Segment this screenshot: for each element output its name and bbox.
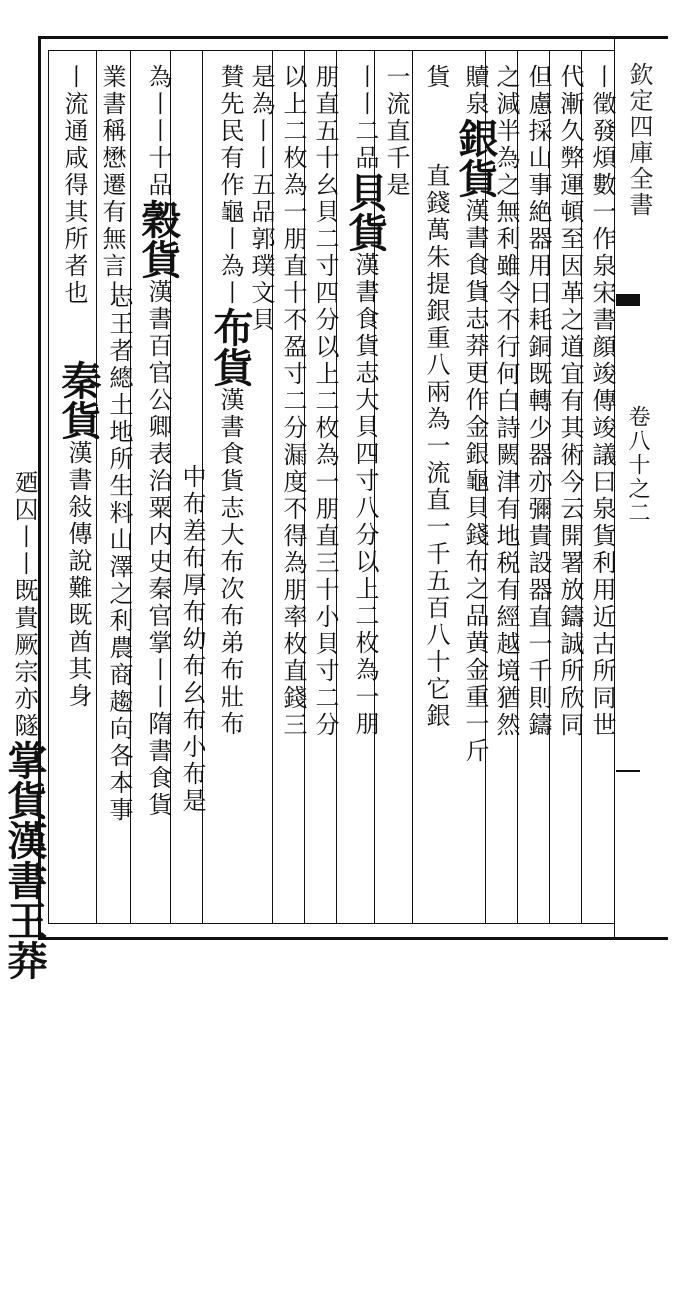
column-text: 業書稱懋遷有無言丨 <box>98 64 126 307</box>
text-column-14 <box>135 64 182 914</box>
column-text: 漢書食貨志大貝四寸八分以上二枚為一朋 <box>351 252 379 738</box>
text-column-18 <box>55 360 102 920</box>
column-text: 但慮採山事絶器用日耗銅既轉少器亦彌貴設器直一千則鑄 <box>524 64 552 739</box>
column-text: 中布差布厚布幼布幺布小布是 <box>178 464 206 815</box>
column-text: 賛先民有作龜丨為丨 <box>216 64 244 307</box>
heading-shell-currency: 貝貨 <box>342 172 389 252</box>
column-text: 以上二枚為一朋直十不盈寸二分漏度不得為朋率枚直錢三 <box>279 64 307 739</box>
column-text: 之減半為之無利雖令不行何白詩闕津有地税有經越境猶然 <box>492 64 520 739</box>
column-text: 志王者總土地所生料山澤之利農商趨向各本事 <box>105 284 133 824</box>
column-text: 贖泉 <box>461 64 489 118</box>
heading-palm-currency: 掌貨漢書王莽 <box>1 740 48 980</box>
column-text: 一流直千是 <box>382 64 410 199</box>
margin-volume: 卷八十之二 <box>625 405 650 525</box>
text-column-10 <box>277 64 309 914</box>
text-column-5 <box>452 64 499 914</box>
text-column-8 <box>342 64 389 914</box>
column-text: 漢書食貨志大布次布弟布壯布 <box>216 387 244 738</box>
text-column-9 <box>309 64 341 914</box>
text-column-12 <box>207 64 254 914</box>
heading-grain-currency: 穀貨 <box>135 199 182 279</box>
heading-qin-currency: 秦貨 <box>55 360 102 440</box>
column-text: 丨徵發煩數一作泉宋書顔竣傳竣議曰泉貨利用近古所同世 <box>588 64 616 739</box>
column-text: 丨丨二品 <box>351 64 379 172</box>
column-text: 廼囚丨丨既貴厥宗亦隧 <box>10 470 38 740</box>
column-text: 貨 <box>422 64 450 91</box>
text-column-16 <box>96 64 128 307</box>
text-column-1 <box>586 64 618 914</box>
fishtail-line <box>616 770 640 772</box>
column-text: 為丨丨十品 <box>144 64 172 199</box>
column-text: 朋直五十幺貝二寸四分以上二枚為一朋直三十小貝寸二分 <box>311 64 339 739</box>
column-text: 是為丨丨五品郭璞文貝 <box>247 64 275 334</box>
column-text: 漢書敍傳說難既酋其身 <box>64 440 92 710</box>
text-column-19 <box>1 470 48 980</box>
text-column-3 <box>522 64 554 914</box>
column-text: 丨流通咸得其所者也 <box>60 64 88 307</box>
text-column-13 <box>176 464 208 1314</box>
column-text: 直錢萬朱提銀重八兩為一流直一千五百八十它銀 <box>422 163 450 730</box>
column-rule <box>412 50 413 924</box>
heading-silver-currency: 銀貨 <box>452 118 499 198</box>
text-column-2 <box>554 64 586 914</box>
text-column-15 <box>103 284 135 1134</box>
column-text: 漢書食貨志莽更作金銀龜貝錢布之品黄金重一斤 <box>461 198 489 765</box>
text-column-6 <box>420 64 452 914</box>
column-text: 代漸久弊運頓至因革之道宜有其術今云開署放鑄誠所欣同 <box>556 64 584 739</box>
fishtail-mark <box>616 294 640 306</box>
margin-title: 欽定四庫全書 <box>625 62 653 218</box>
column-text: 漢書百官公卿表治粟内史秦官掌丨丨隋書食貨 <box>144 279 172 819</box>
heading-cloth-currency: 布貨 <box>207 307 254 387</box>
